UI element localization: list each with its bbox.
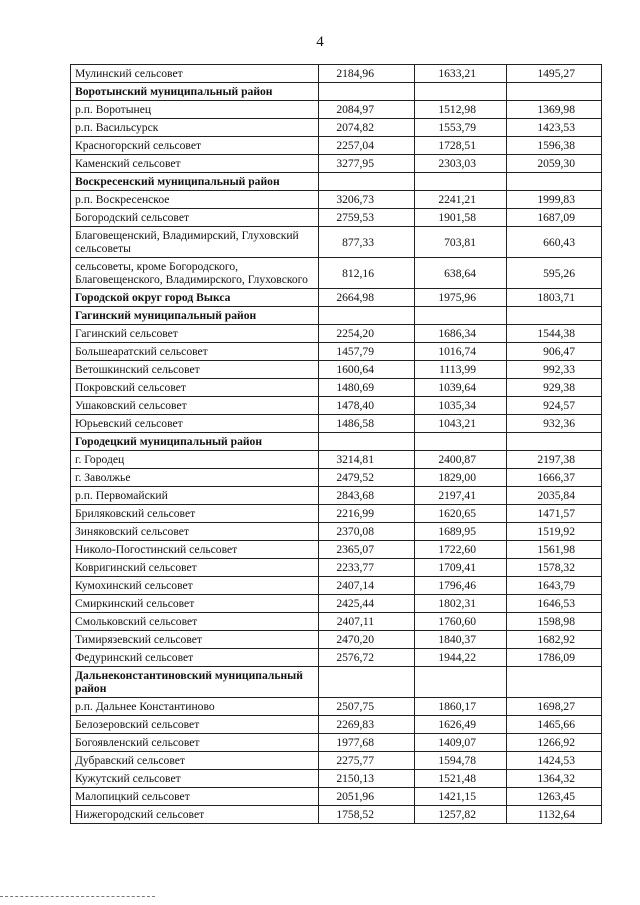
section-row <box>71 667 602 698</box>
value-col-3: 2059,30 <box>507 155 602 173</box>
value-col-3 <box>507 307 602 325</box>
table-row <box>71 209 602 227</box>
value-col-2: 1409,07 <box>415 734 507 752</box>
table-row <box>71 227 602 258</box>
value-col-3: 1786,09 <box>507 649 602 667</box>
value-col-2: 1626,49 <box>415 716 507 734</box>
value-col-1: 3206,73 <box>319 191 415 209</box>
table-row <box>71 523 602 541</box>
value-col-1: 1758,52 <box>319 806 415 824</box>
table-row <box>71 65 602 83</box>
value-col-2: 1421,15 <box>415 788 507 806</box>
value-col-3 <box>507 83 602 101</box>
value-col-1: 2365,07 <box>319 541 415 559</box>
table-row <box>71 469 602 487</box>
tariff-table <box>70 64 602 824</box>
value-col-1: 2470,20 <box>319 631 415 649</box>
municipality-name: Каменский сельсовет <box>71 155 319 173</box>
value-col-3: 1465,66 <box>507 716 602 734</box>
value-col-1: 2074,82 <box>319 119 415 137</box>
value-col-3: 1666,37 <box>507 469 602 487</box>
section-title: Дальнеконстантиновский муниципальный район <box>71 667 319 698</box>
value-col-2: 1975,96 <box>415 289 507 307</box>
table-row <box>71 649 602 667</box>
municipality-name: Тимирязевский сельсовет <box>71 631 319 649</box>
value-col-3 <box>507 173 602 191</box>
value-col-2: 1113,99 <box>415 361 507 379</box>
value-col-1: 3277,95 <box>319 155 415 173</box>
value-col-1: 2051,96 <box>319 788 415 806</box>
value-col-2: 1553,79 <box>415 119 507 137</box>
municipality-name: Николо-Погостинский сельсовет <box>71 541 319 559</box>
municipality-name: Малопицкий сельсовет <box>71 788 319 806</box>
table-row <box>71 487 602 505</box>
value-col-1: 1480,69 <box>319 379 415 397</box>
value-col-2: 1728,51 <box>415 137 507 155</box>
value-col-3: 1578,32 <box>507 559 602 577</box>
value-col-1: 3214,81 <box>319 451 415 469</box>
table-row <box>71 258 602 289</box>
value-col-3: 924,57 <box>507 397 602 415</box>
value-col-1: 2370,08 <box>319 523 415 541</box>
value-col-1 <box>319 307 415 325</box>
value-col-2 <box>415 173 507 191</box>
municipality-name: Гагинский сельсовет <box>71 325 319 343</box>
value-col-2: 1760,60 <box>415 613 507 631</box>
value-col-3: 1519,92 <box>507 523 602 541</box>
value-col-1: 2275,77 <box>319 752 415 770</box>
value-col-3: 932,36 <box>507 415 602 433</box>
value-col-2: 2241,21 <box>415 191 507 209</box>
value-col-1: 2150,13 <box>319 770 415 788</box>
value-col-3: 1643,79 <box>507 577 602 595</box>
section-row <box>71 289 602 307</box>
value-col-3 <box>507 433 602 451</box>
value-col-3: 1561,98 <box>507 541 602 559</box>
value-col-2 <box>415 83 507 101</box>
table-row <box>71 505 602 523</box>
value-col-2: 1594,78 <box>415 752 507 770</box>
value-col-2: 1722,60 <box>415 541 507 559</box>
value-col-1: 1478,40 <box>319 397 415 415</box>
value-col-1: 2843,68 <box>319 487 415 505</box>
value-col-3: 1646,53 <box>507 595 602 613</box>
value-col-3: 1495,27 <box>507 65 602 83</box>
table-row <box>71 734 602 752</box>
value-col-2: 1633,21 <box>415 65 507 83</box>
value-col-3: 1698,27 <box>507 698 602 716</box>
page-number: 4 <box>316 34 324 50</box>
value-col-3: 992,33 <box>507 361 602 379</box>
value-col-1 <box>319 667 415 698</box>
table-row <box>71 137 602 155</box>
value-col-2 <box>415 433 507 451</box>
value-col-3: 595,26 <box>507 258 602 289</box>
municipality-name: Смольковский сельсовет <box>71 613 319 631</box>
value-col-3: 1803,71 <box>507 289 602 307</box>
value-col-3: 1263,45 <box>507 788 602 806</box>
value-col-1: 2084,97 <box>319 101 415 119</box>
value-col-2: 1901,58 <box>415 209 507 227</box>
value-col-3: 1596,38 <box>507 137 602 155</box>
table-row <box>71 155 602 173</box>
value-col-2: 1039,64 <box>415 379 507 397</box>
value-col-2: 638,64 <box>415 258 507 289</box>
value-col-3: 929,38 <box>507 379 602 397</box>
value-col-2: 1035,34 <box>415 397 507 415</box>
section-title: Воскресенский муниципальный район <box>71 173 319 191</box>
value-col-2: 1944,22 <box>415 649 507 667</box>
value-col-2: 2303,03 <box>415 155 507 173</box>
value-col-1: 2216,99 <box>319 505 415 523</box>
table-row <box>71 806 602 824</box>
table-row <box>71 191 602 209</box>
value-col-2: 1860,17 <box>415 698 507 716</box>
section-title: Гагинский муниципальный район <box>71 307 319 325</box>
value-col-2 <box>415 667 507 698</box>
table-row <box>71 397 602 415</box>
value-col-2: 1829,00 <box>415 469 507 487</box>
municipality-name: Ковригинский сельсовет <box>71 559 319 577</box>
table-row <box>71 752 602 770</box>
value-col-3: 1423,53 <box>507 119 602 137</box>
value-col-2: 1686,34 <box>415 325 507 343</box>
municipality-name: Мулинский сельсовет <box>71 65 319 83</box>
value-col-2: 1796,46 <box>415 577 507 595</box>
municipality-name: Благовещенский, Владимирский, Глуховский сельсоветы <box>71 227 319 258</box>
value-col-3: 1687,09 <box>507 209 602 227</box>
value-col-1: 1977,68 <box>319 734 415 752</box>
footer-divider <box>0 896 155 900</box>
value-col-2 <box>415 307 507 325</box>
value-col-3: 906,47 <box>507 343 602 361</box>
table-row <box>71 613 602 631</box>
municipality-name: р.п. Воротынец <box>71 101 319 119</box>
table-row <box>71 415 602 433</box>
municipality-name: г. Заволжье <box>71 469 319 487</box>
municipality-name: Белозеровский сельсовет <box>71 716 319 734</box>
value-col-2: 703,81 <box>415 227 507 258</box>
value-col-2: 1016,74 <box>415 343 507 361</box>
section-row <box>71 307 602 325</box>
table-row <box>71 343 602 361</box>
table-row <box>71 716 602 734</box>
value-col-1: 2254,20 <box>319 325 415 343</box>
municipality-name: Зиняковский сельсовет <box>71 523 319 541</box>
value-col-2: 1689,95 <box>415 523 507 541</box>
municipality-name: сельсоветы, кроме Богородского, Благовещенского, Владимирского, Глуховского <box>71 258 319 289</box>
municipality-name: Ушаковский сельсовет <box>71 397 319 415</box>
value-col-3: 1544,38 <box>507 325 602 343</box>
table-row <box>71 595 602 613</box>
municipality-name: Кумохинский сельсовет <box>71 577 319 595</box>
value-col-3: 1424,53 <box>507 752 602 770</box>
municipality-name: Смиркинский сельсовет <box>71 595 319 613</box>
section-title: Воротынский муниципальный район <box>71 83 319 101</box>
municipality-name: Покровский сельсовет <box>71 379 319 397</box>
municipality-name: Федуринский сельсовет <box>71 649 319 667</box>
value-col-3: 660,43 <box>507 227 602 258</box>
municipality-name: р.п. Дальнее Константиново <box>71 698 319 716</box>
table-row <box>71 577 602 595</box>
table-row <box>71 559 602 577</box>
section-row <box>71 83 602 101</box>
municipality-name: р.п. Воскресенское <box>71 191 319 209</box>
table-row <box>71 325 602 343</box>
municipality-name: Богоявленский сельсовет <box>71 734 319 752</box>
table-row <box>71 698 602 716</box>
municipality-name: Нижегородский сельсовет <box>71 806 319 824</box>
value-col-3: 1266,92 <box>507 734 602 752</box>
municipality-name: Богородский сельсовет <box>71 209 319 227</box>
value-col-2: 1512,98 <box>415 101 507 119</box>
table-row <box>71 119 602 137</box>
value-col-1: 1457,79 <box>319 343 415 361</box>
value-col-2: 2197,41 <box>415 487 507 505</box>
value-col-3: 2035,84 <box>507 487 602 505</box>
municipality-name: Дубравский сельсовет <box>71 752 319 770</box>
value-col-1: 2664,98 <box>319 289 415 307</box>
table-row <box>71 379 602 397</box>
value-col-2: 1521,48 <box>415 770 507 788</box>
value-col-1: 2507,75 <box>319 698 415 716</box>
value-col-1: 2759,53 <box>319 209 415 227</box>
table-row <box>71 631 602 649</box>
value-col-3: 2197,38 <box>507 451 602 469</box>
municipality-name: р.п. Васильсурск <box>71 119 319 137</box>
value-col-1: 2425,44 <box>319 595 415 613</box>
section-row <box>71 433 602 451</box>
section-title: Городской округ город Выкса <box>71 289 319 307</box>
value-col-3: 1369,98 <box>507 101 602 119</box>
value-col-1: 2407,14 <box>319 577 415 595</box>
value-col-1 <box>319 433 415 451</box>
value-col-2: 1257,82 <box>415 806 507 824</box>
value-col-1 <box>319 83 415 101</box>
value-col-2: 1840,37 <box>415 631 507 649</box>
value-col-1: 2269,83 <box>319 716 415 734</box>
table-body <box>71 65 602 824</box>
municipality-name: Юрьевский сельсовет <box>71 415 319 433</box>
value-col-3 <box>507 667 602 698</box>
section-title: Городецкий муниципальный район <box>71 433 319 451</box>
section-row <box>71 173 602 191</box>
table-row <box>71 361 602 379</box>
value-col-1: 2184,96 <box>319 65 415 83</box>
value-col-1: 2576,72 <box>319 649 415 667</box>
value-col-1: 2479,52 <box>319 469 415 487</box>
value-col-3: 1682,92 <box>507 631 602 649</box>
table-row <box>71 788 602 806</box>
table-row <box>71 451 602 469</box>
value-col-2: 1709,41 <box>415 559 507 577</box>
municipality-name: Кужутский сельсовет <box>71 770 319 788</box>
municipality-name: г. Городец <box>71 451 319 469</box>
value-col-3: 1364,32 <box>507 770 602 788</box>
table-row <box>71 770 602 788</box>
value-col-3: 1598,98 <box>507 613 602 631</box>
value-col-1: 2233,77 <box>319 559 415 577</box>
municipality-name: р.п. Первомайский <box>71 487 319 505</box>
value-col-2: 2400,87 <box>415 451 507 469</box>
municipality-name: Большеаратский сельсовет <box>71 343 319 361</box>
municipality-name: Ветошкинский сельсовет <box>71 361 319 379</box>
value-col-1: 1486,58 <box>319 415 415 433</box>
value-col-1: 1600,64 <box>319 361 415 379</box>
value-col-1: 2257,04 <box>319 137 415 155</box>
municipality-name: Бриляковский сельсовет <box>71 505 319 523</box>
value-col-3: 1999,83 <box>507 191 602 209</box>
value-col-1: 2407,11 <box>319 613 415 631</box>
value-col-2: 1802,31 <box>415 595 507 613</box>
table-row <box>71 101 602 119</box>
value-col-3: 1471,57 <box>507 505 602 523</box>
value-col-1: 877,33 <box>319 227 415 258</box>
table-row <box>71 541 602 559</box>
value-col-1 <box>319 173 415 191</box>
value-col-2: 1620,65 <box>415 505 507 523</box>
municipality-name: Красногорский сельсовет <box>71 137 319 155</box>
value-col-3: 1132,64 <box>507 806 602 824</box>
value-col-1: 812,16 <box>319 258 415 289</box>
value-col-2: 1043,21 <box>415 415 507 433</box>
